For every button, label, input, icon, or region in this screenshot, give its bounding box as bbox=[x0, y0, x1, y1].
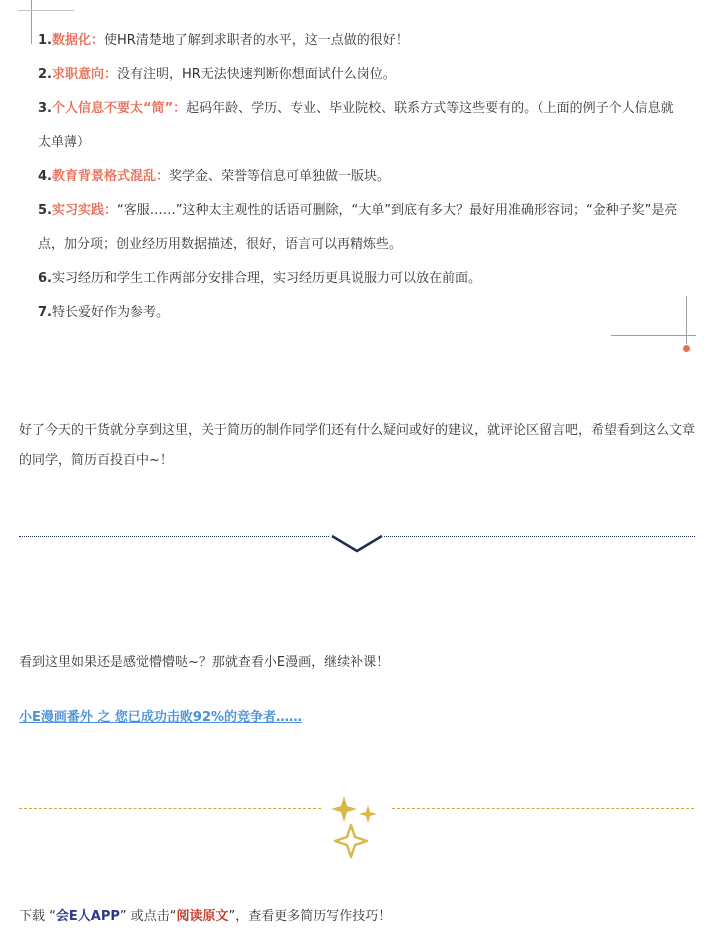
tip-keyword: 实习实践： bbox=[51, 203, 117, 218]
footer-suffix: ”，查看更多简历写作技巧！ bbox=[228, 909, 392, 924]
tip-keyword: 教育背景格式混乱： bbox=[51, 169, 169, 184]
footer-call-to-action bbox=[19, 904, 391, 930]
gold-dashed-divider-right bbox=[392, 808, 694, 809]
tips-list bbox=[38, 24, 678, 330]
gold-dashed-divider-left bbox=[19, 808, 321, 809]
tip-item bbox=[38, 92, 678, 160]
bracket-top-horizontal-line bbox=[18, 10, 74, 11]
sparkle-icon bbox=[330, 794, 386, 864]
tip-number: 5. bbox=[38, 203, 52, 218]
comic-article-link[interactable]: 小E漫画番外 之 您已成功击败92%的竞争者…… bbox=[19, 710, 303, 725]
footer-middle: ” 或点击“ bbox=[119, 909, 177, 924]
tip-item bbox=[38, 160, 678, 194]
tip-keyword: 求职意向： bbox=[51, 67, 117, 82]
tip-text: 特长爱好作为参考。 bbox=[51, 305, 169, 320]
bracket-top-vertical-line bbox=[31, 0, 32, 44]
tip-item bbox=[38, 296, 678, 330]
tip-text: 使HR清楚地了解到求职者的水平，这一点做的很好！ bbox=[104, 33, 409, 48]
bracket-bottom-vertical-line bbox=[686, 296, 687, 344]
tip-keyword: 个人信息不要太“简”： bbox=[51, 101, 187, 116]
tip-number: 1. bbox=[38, 33, 52, 48]
bracket-bottom-horizontal-line bbox=[611, 335, 696, 336]
tip-keyword: 数据化： bbox=[51, 33, 104, 48]
tip-text: 没有注明，HR无法快速判断你想面试什么岗位。 bbox=[117, 67, 396, 82]
tip-number: 2. bbox=[38, 67, 52, 82]
comic-prompt-text: 看到这里如果还是感觉懵懵哒~？那就查看小E漫画，继续补课！ bbox=[19, 655, 390, 670]
tip-number: 7. bbox=[38, 305, 52, 320]
tip-text: 实习经历和学生工作两部分安排合理，实习经历更具说服力可以放在前面。 bbox=[51, 271, 481, 286]
footer-prefix: 下载 “ bbox=[19, 909, 56, 924]
tip-number: 3. bbox=[38, 101, 52, 116]
tip-text: 起码年龄、学历、专业、毕业院校、联系方式等这些要有的。（上面的例子个人信息就太单薄） bbox=[38, 101, 674, 150]
bracket-accent-dot bbox=[683, 345, 690, 352]
tip-item bbox=[38, 24, 678, 58]
tip-item bbox=[38, 58, 678, 92]
tip-text: “客服……”这种太主观性的话语可删除，“大单”到底有多大？最好用准确形容词；“金种子奖”是亮点，加分项；创业经历用数据描述，很好，语言可以再精炼些。 bbox=[38, 203, 678, 252]
app-name: 会E人APP bbox=[55, 909, 120, 924]
tip-number: 6. bbox=[38, 271, 52, 286]
tip-text: 奖学金、荣誉等信息可单独做一版块。 bbox=[169, 169, 391, 184]
tip-number: 4. bbox=[38, 169, 52, 184]
closing-paragraph: 好了今天的干货就分享到这里，关于简历的制作同学们还有什么疑问或好的建议，就评论区留言吧，希望看到这么文章的同学，简历百投百中~！ bbox=[19, 423, 696, 468]
tip-item bbox=[38, 194, 678, 262]
chevron-down-icon bbox=[330, 530, 384, 554]
read-original-link[interactable]: 阅读原文 bbox=[176, 909, 229, 924]
tip-item bbox=[38, 262, 678, 296]
